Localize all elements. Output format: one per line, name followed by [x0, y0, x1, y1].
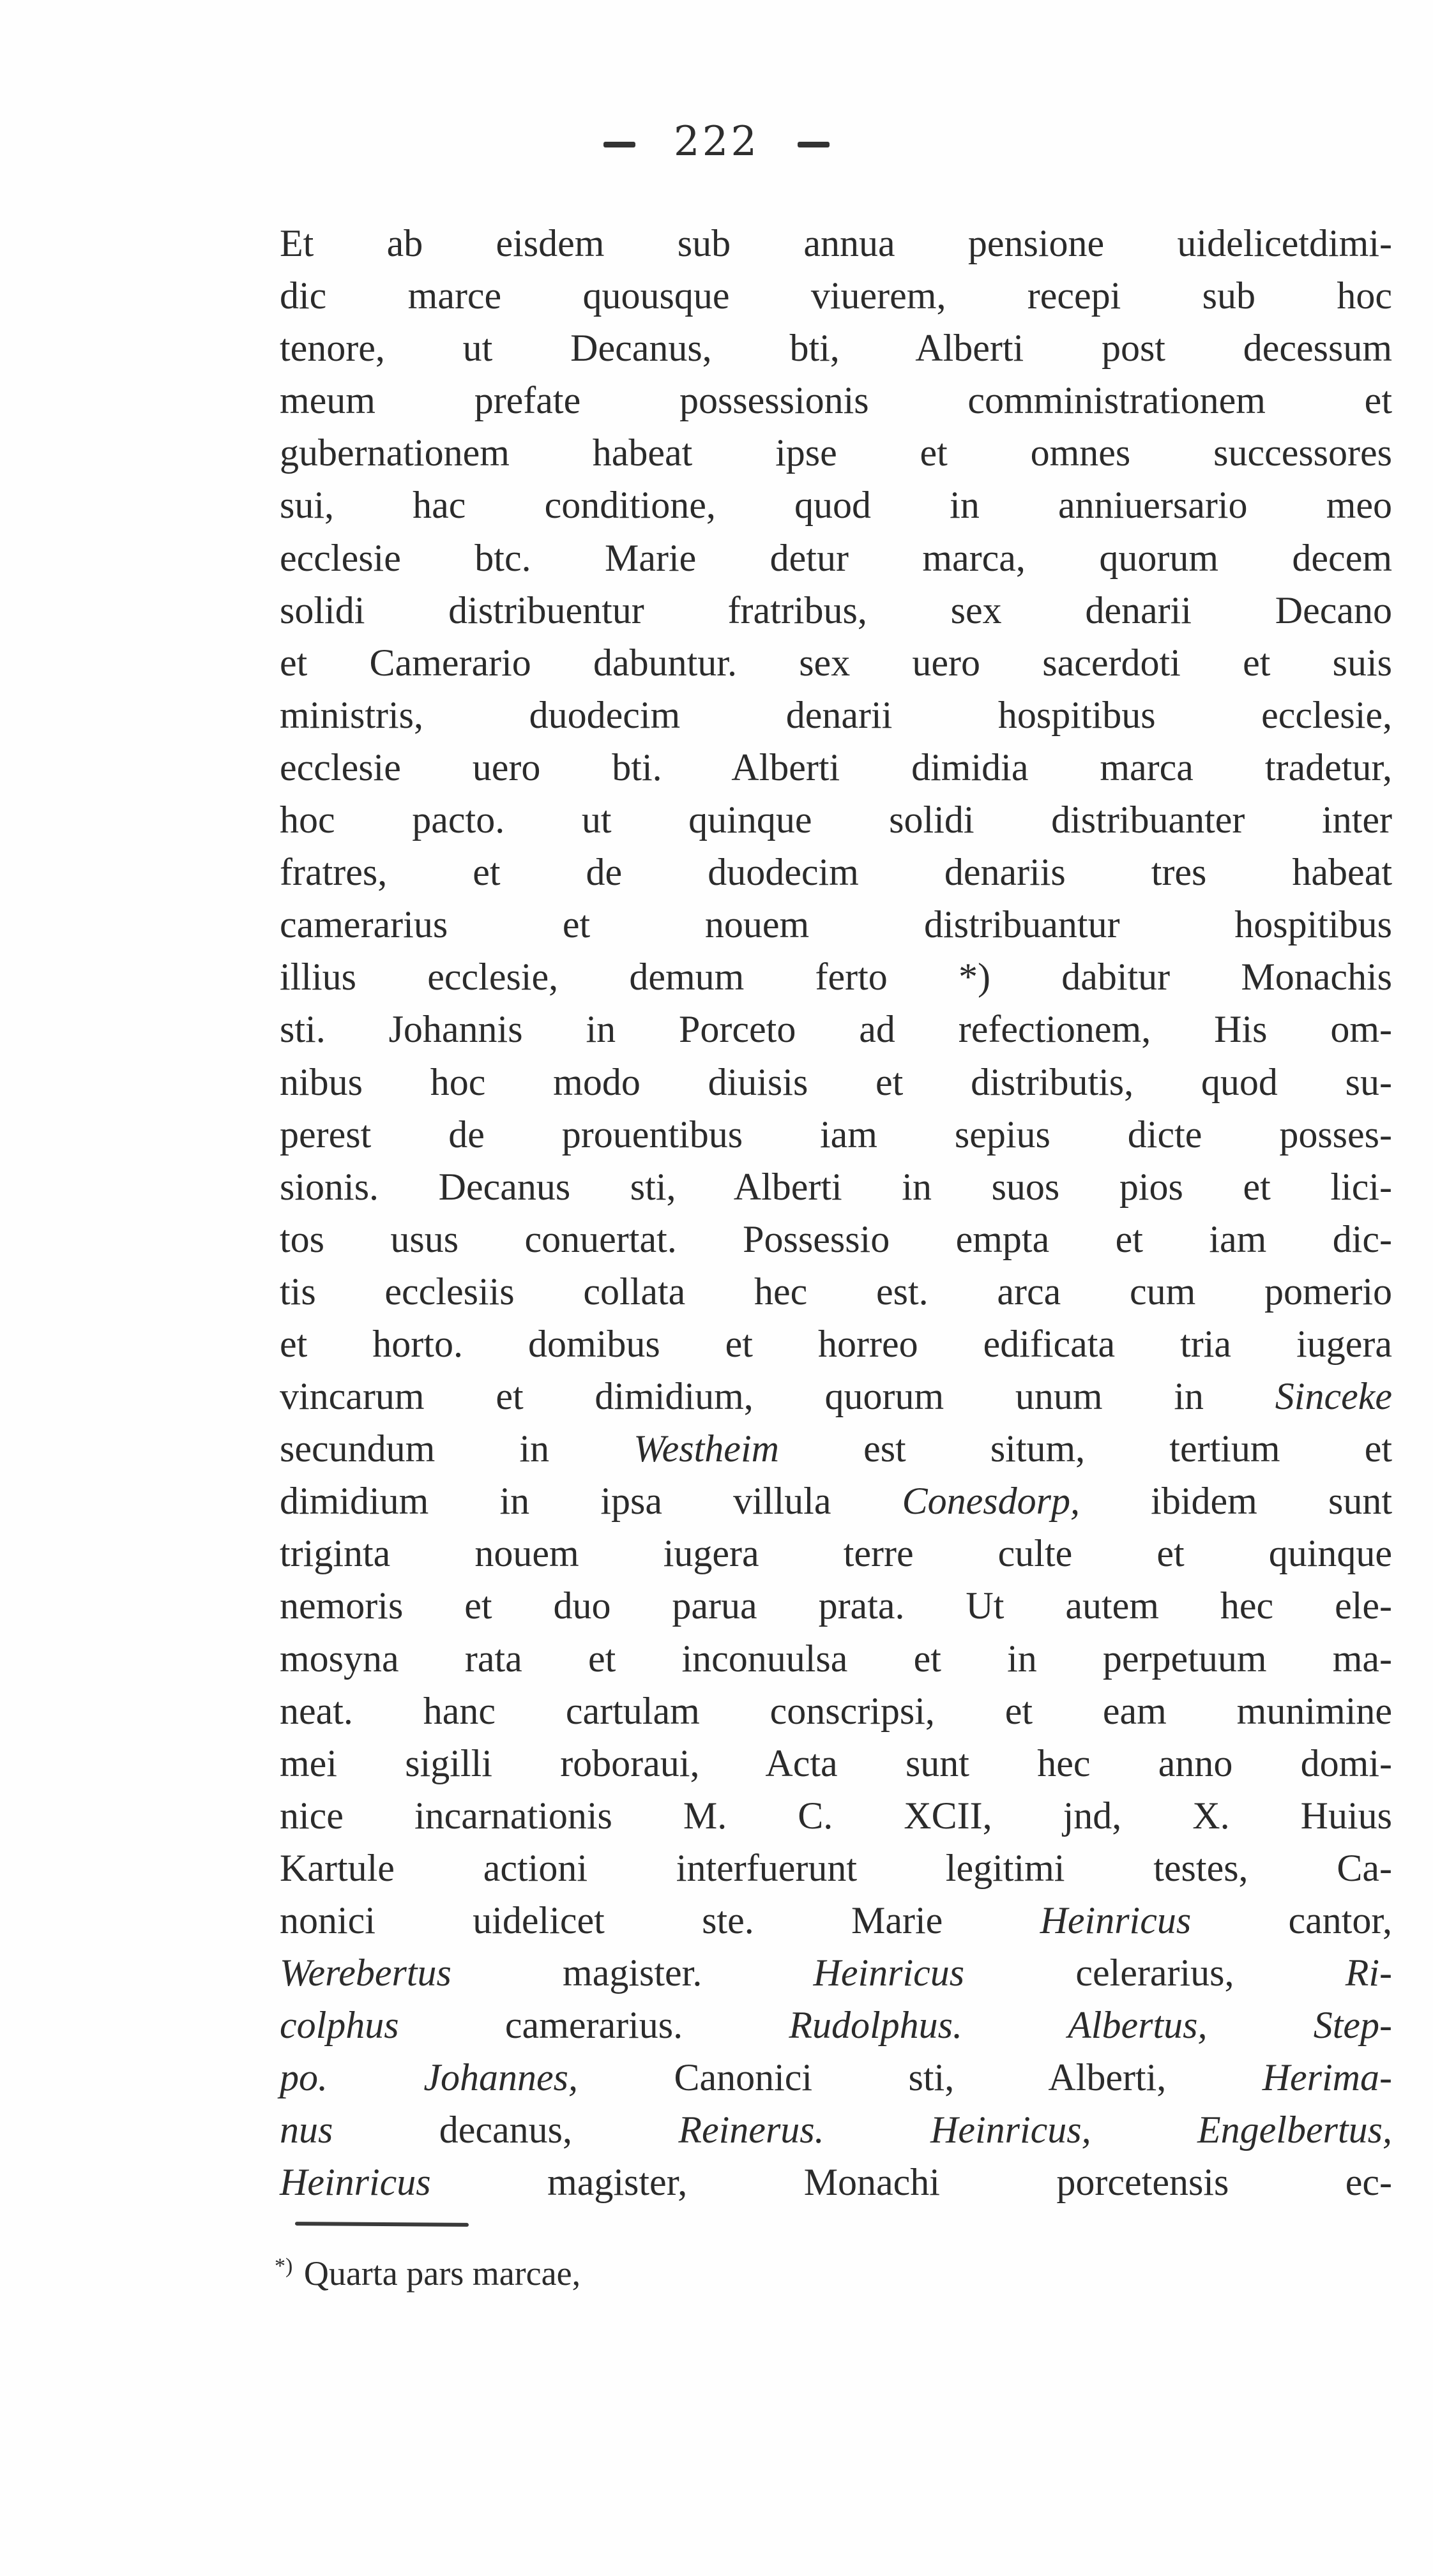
text-line: Kartule actioni interfuerunt legitimi testes, Ca- [280, 1846, 1392, 1889]
text-segment: Canonici sti, Alberti, [578, 2056, 1262, 2099]
text-line [280, 1894, 1392, 1947]
text-segment: cantor, [1191, 1899, 1392, 1941]
place-name-italic: Westheim [633, 1427, 779, 1470]
person-name-italic: Heinricus [1040, 1899, 1192, 1941]
text-line: sui, hac conditione, quod in anniuersario meo [280, 484, 1392, 527]
text-line: ministris, duodecim denarii hospitibus ecclesie, [280, 693, 1392, 736]
text-line: fratres, et de duodecim denariis tres habeat [280, 851, 1392, 894]
text-line: sionis. Decanus sti, Alberti in suos pios et lici- [280, 1165, 1392, 1208]
text-line: triginta nouem iugera terre culte et quinque [280, 1532, 1392, 1575]
text-line [280, 1422, 1392, 1475]
text-line [280, 1475, 1392, 1527]
footnote-text: Quarta pars marcae, [303, 2254, 581, 2293]
text-line: et horto. domibus et horreo edificata tria iugera [280, 1322, 1392, 1365]
text-line: ecclesie btc. Marie detur marca, quorum decem [280, 536, 1392, 579]
text-segment: magister, Monachi porcetensis ec- [430, 2161, 1392, 2204]
text-segment: camerarius. [398, 2004, 789, 2047]
page-number-value: 222 [673, 118, 760, 165]
text-segment: nonici uidelicet ste. Marie [280, 1899, 1040, 1941]
text-line: illius ecclesie, demum ferto *) dabitur Monachis [280, 956, 1392, 998]
text-line: hoc pacto. ut quinque solidi distribuanter inter [280, 799, 1392, 841]
footnote-divider [295, 2222, 469, 2227]
place-name-italic: Sinceke [1275, 1375, 1392, 1418]
text-segment: secundum in [280, 1427, 634, 1470]
text-line: sti. Johannis in Porceto ad refectionem, His om- [280, 1008, 1392, 1051]
person-name-italic: Reinerus. Heinricus, Engelbertus, [678, 2109, 1392, 2151]
text-line: Et ab eisdem sub annua pensione uidelicetdimi- [280, 222, 1392, 264]
text-line: ecclesie uero bti. Alberti dimidia marca tradetur, [280, 746, 1392, 788]
text-line: et Camerario dabuntur. sex uero sacerdoti et suis [280, 641, 1392, 684]
text-segment: dimidium in ipsa villula [280, 1480, 902, 1523]
text-line: meum prefate possessionis comministrationem et [280, 379, 1392, 422]
text-line: tos usus conuertat. Possessio empta et iam dic- [280, 1217, 1392, 1260]
text-line: gubernationem habeat ipse et omnes successores [280, 432, 1392, 474]
body-text [280, 217, 1392, 2209]
footnote [275, 2241, 580, 2299]
text-line [280, 2051, 1392, 2104]
person-name-italic: Heinricus [280, 2161, 431, 2204]
person-name-italic: Heinricus [813, 1952, 965, 1994]
text-line: dic marce quousque viuerem, recepi sub hoc [280, 275, 1392, 317]
text-line [280, 1999, 1392, 2051]
text-line: camerarius et nouem distribuantur hospitibus [280, 903, 1392, 946]
text-segment: ibidem sunt [1080, 1480, 1392, 1523]
text-line: nemoris et duo parua prata. Ut autem hec ele- [280, 1585, 1392, 1627]
footnote-marker: *) [275, 2254, 293, 2278]
text-segment: est situm, tertium et [778, 1427, 1393, 1470]
text-line: neat. hanc cartulam conscripsi, et eam munimine [280, 1689, 1392, 1732]
text-line [280, 1947, 1392, 1999]
text-line: perest de prouentibus iam sepius dicte posses- [280, 1113, 1392, 1156]
text-segment: magister. [451, 1952, 814, 1994]
text-line: tenore, ut Decanus, bti, Alberti post decessum [280, 327, 1392, 370]
text-line: solidi distribuentur fratribus, sex denarii Decano [280, 589, 1392, 631]
text-segment: celerarius, [964, 1952, 1346, 1994]
person-name-italic: nus [280, 2109, 333, 2151]
place-name-italic: Conesdorp, [902, 1480, 1080, 1523]
person-name-italic: Ri- [1345, 1952, 1392, 1994]
person-name-italic: Rudolphus. Albertus, Step- [789, 2004, 1392, 2047]
text-line [280, 2104, 1392, 2156]
text-line: nice incarnationis M. C. XCII, jnd, X. Huius [280, 1794, 1392, 1837]
person-name-italic: Werebertus [280, 1952, 451, 1994]
text-line: mei sigilli roboraui, Acta sunt hec anno domi- [280, 1742, 1392, 1784]
text-segment: decanus, [333, 2109, 679, 2151]
text-segment: vincarum et dimidium, quorum unum in [280, 1375, 1275, 1418]
page-number [0, 118, 1433, 165]
text-line: nibus hoc modo diuisis et distributis, quod su- [280, 1060, 1392, 1103]
text-line: tis ecclesiis collata hec est. arca cum pomerio [280, 1270, 1392, 1313]
person-name-italic: po. Johannes, [280, 2056, 579, 2099]
page-number-dash-left [603, 142, 635, 147]
text-line [280, 1370, 1392, 1422]
page-number-dash-right [798, 142, 830, 147]
person-name-italic: Herima- [1262, 2056, 1392, 2099]
text-line: mosyna rata et inconuulsa et in perpetuum ma- [280, 1637, 1392, 1680]
text-line [280, 2156, 1392, 2208]
person-name-italic: colphus [280, 2004, 399, 2047]
